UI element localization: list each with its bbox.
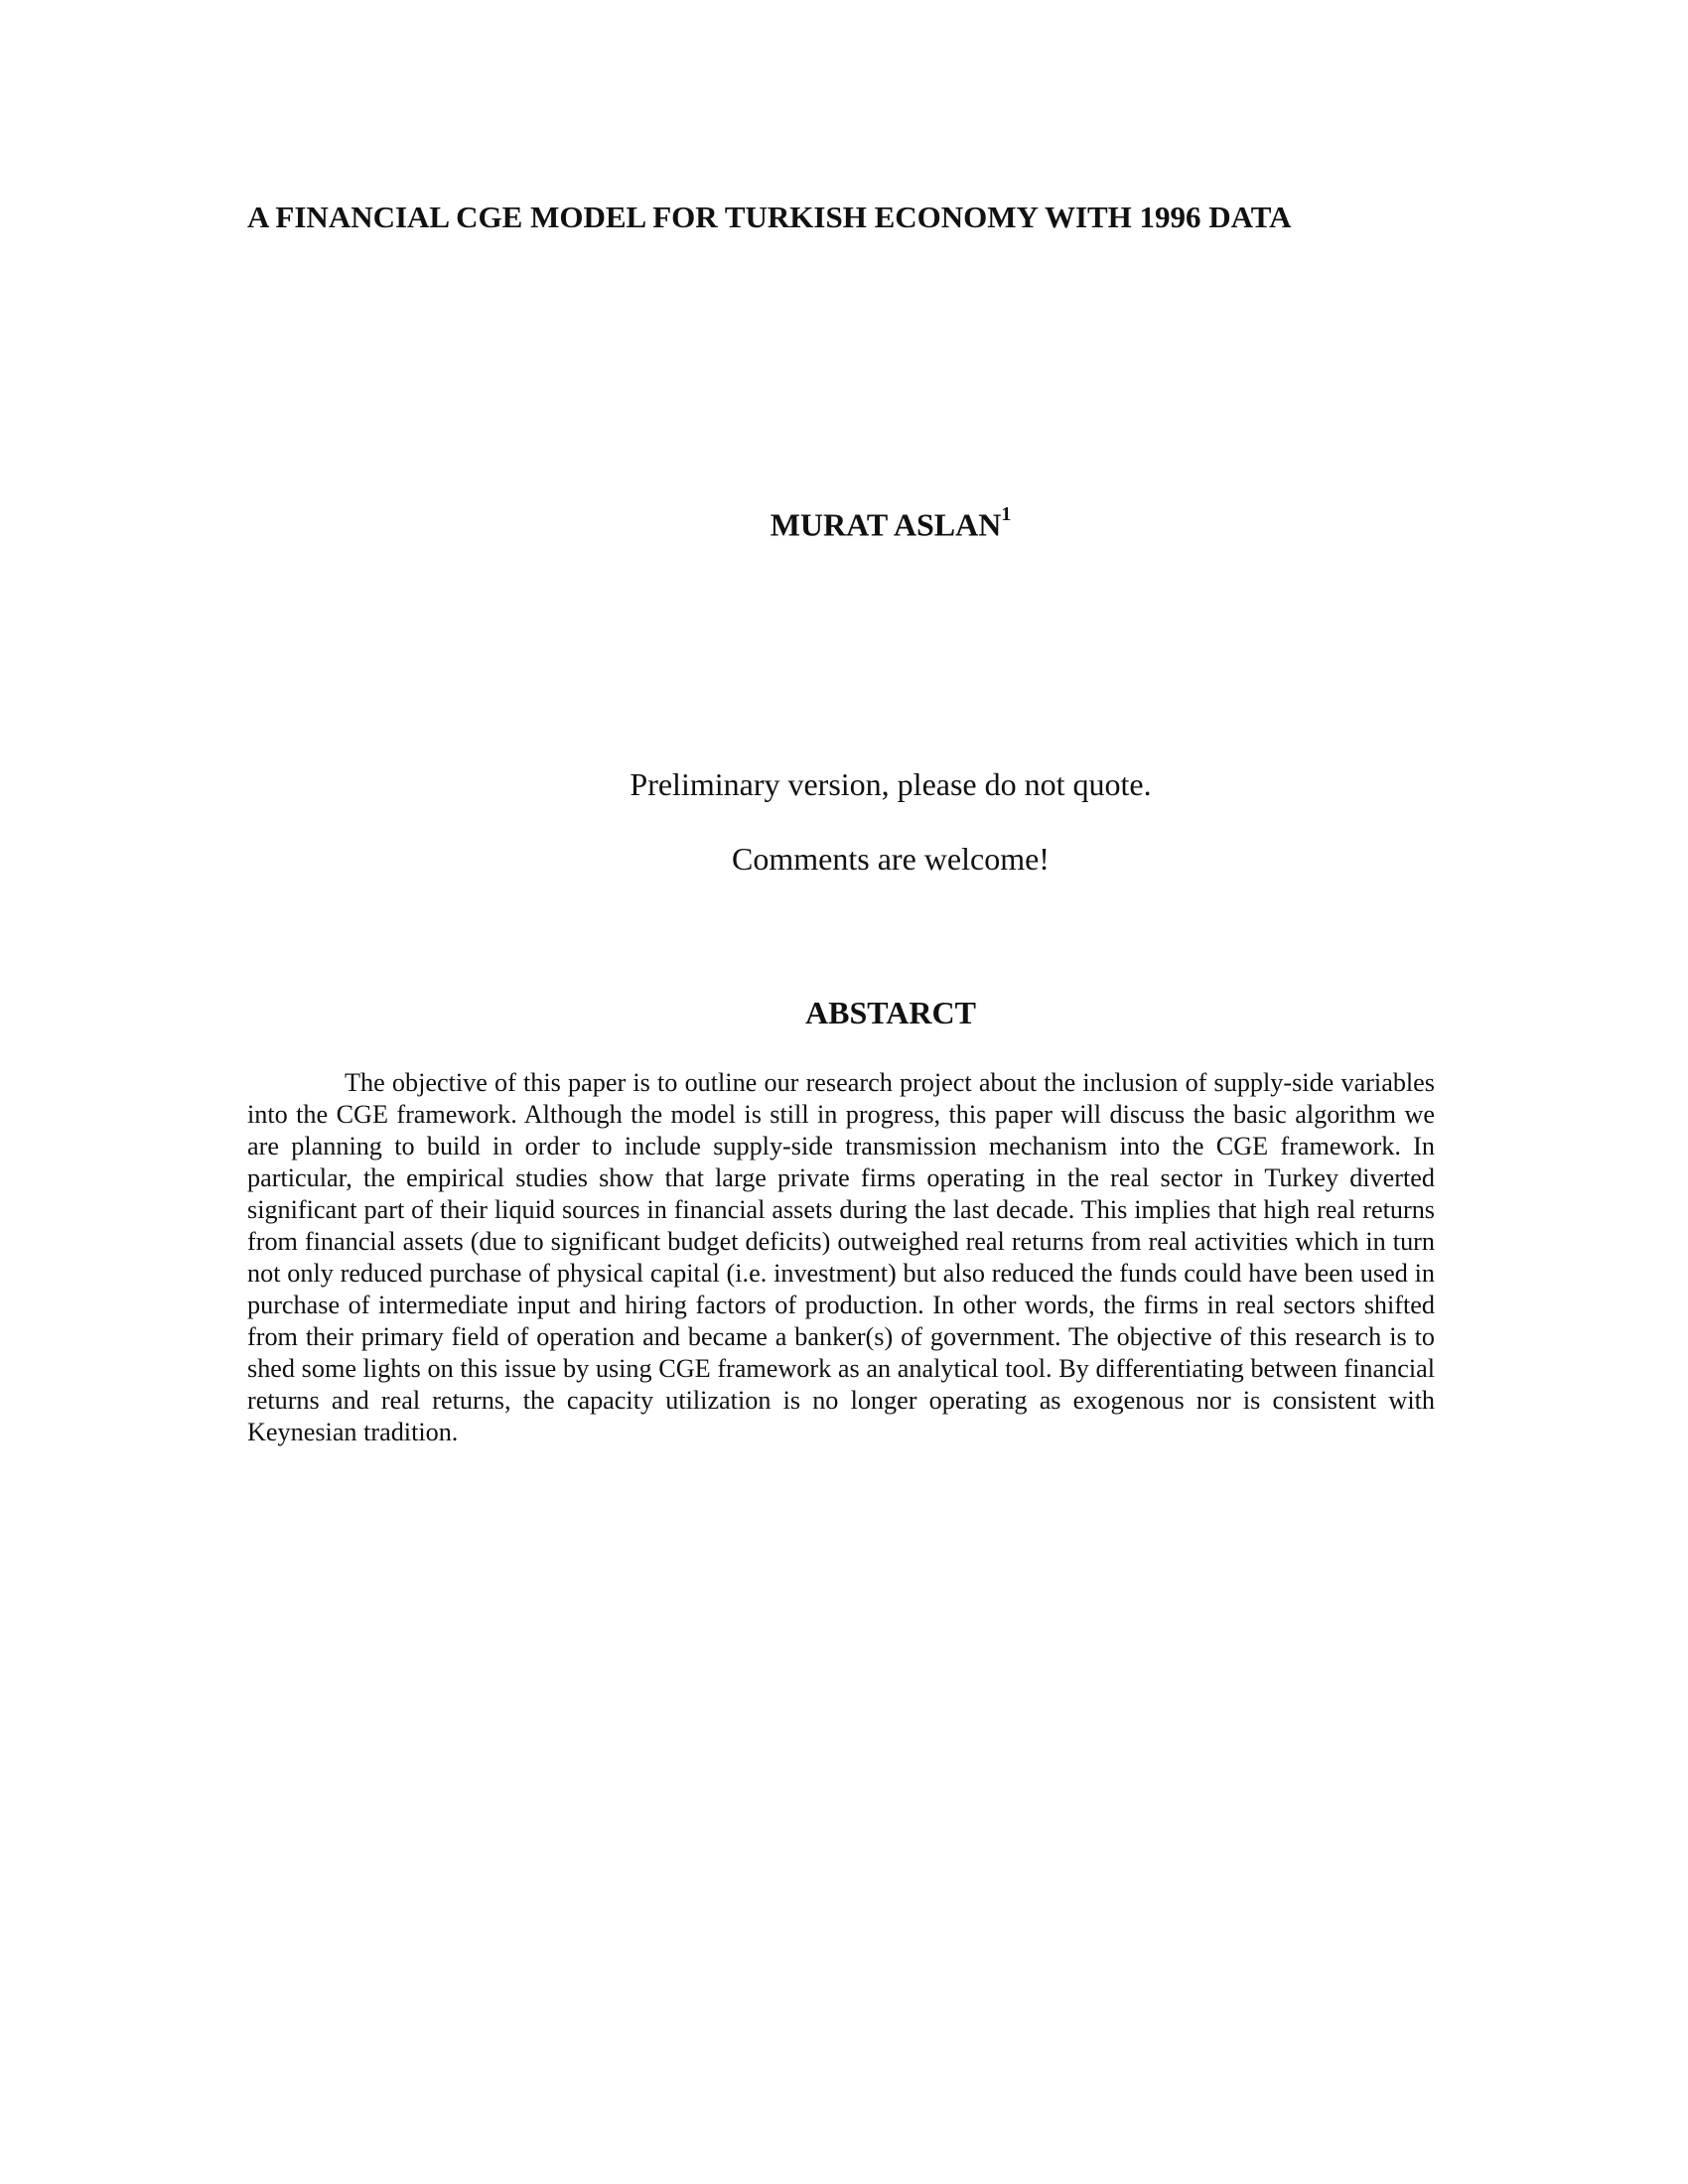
paper-title: A FINANCIAL CGE MODEL FOR TURKISH ECONOMY WITH 1996 DATA [247,200,1292,234]
comments-note: Comments are welcome! [732,841,1050,877]
abstract-body: The objective of this paper is to outline our research project about the inclusion of supply-side variables into the CGE framework. Although the model is still in progress, this paper will discuss the basic algorithm we are planning to build in order to include supply-side transmission mechanism into the CGE framework. In particular, the empirical studies show that large private firms operating in the real sector in Turkey diverted significant part of their liquid sources in financial assets during the last decade. This implies that high real returns from financial assets (due to significant budget deficits) outweighed real returns from real activities which in turn not only reduced purchase of physical capital (i.e. investment) but also reduced the funds could have been used in purchase of intermediate input and hiring factors of production. In other words, the firms in real sectors shifted from their primary field of operation and became a banker(s) of government. The objective of this research is to shed some lights on this issue by using CGE framework as an analytical tool. By differentiating between financial returns and real returns, the capacity utilization is no longer operating as exogenous nor is consistent with Keynesian tradition. [247,1068,1435,1446]
preliminary-note: Preliminary version, please do not quote. [630,766,1152,802]
author-name-text: MURAT ASLAN [770,506,1002,543]
author-footnote-marker: 1 [1001,503,1012,525]
author-name [0,496,1688,547]
abstract-heading: ABSTARCT [805,995,976,1030]
